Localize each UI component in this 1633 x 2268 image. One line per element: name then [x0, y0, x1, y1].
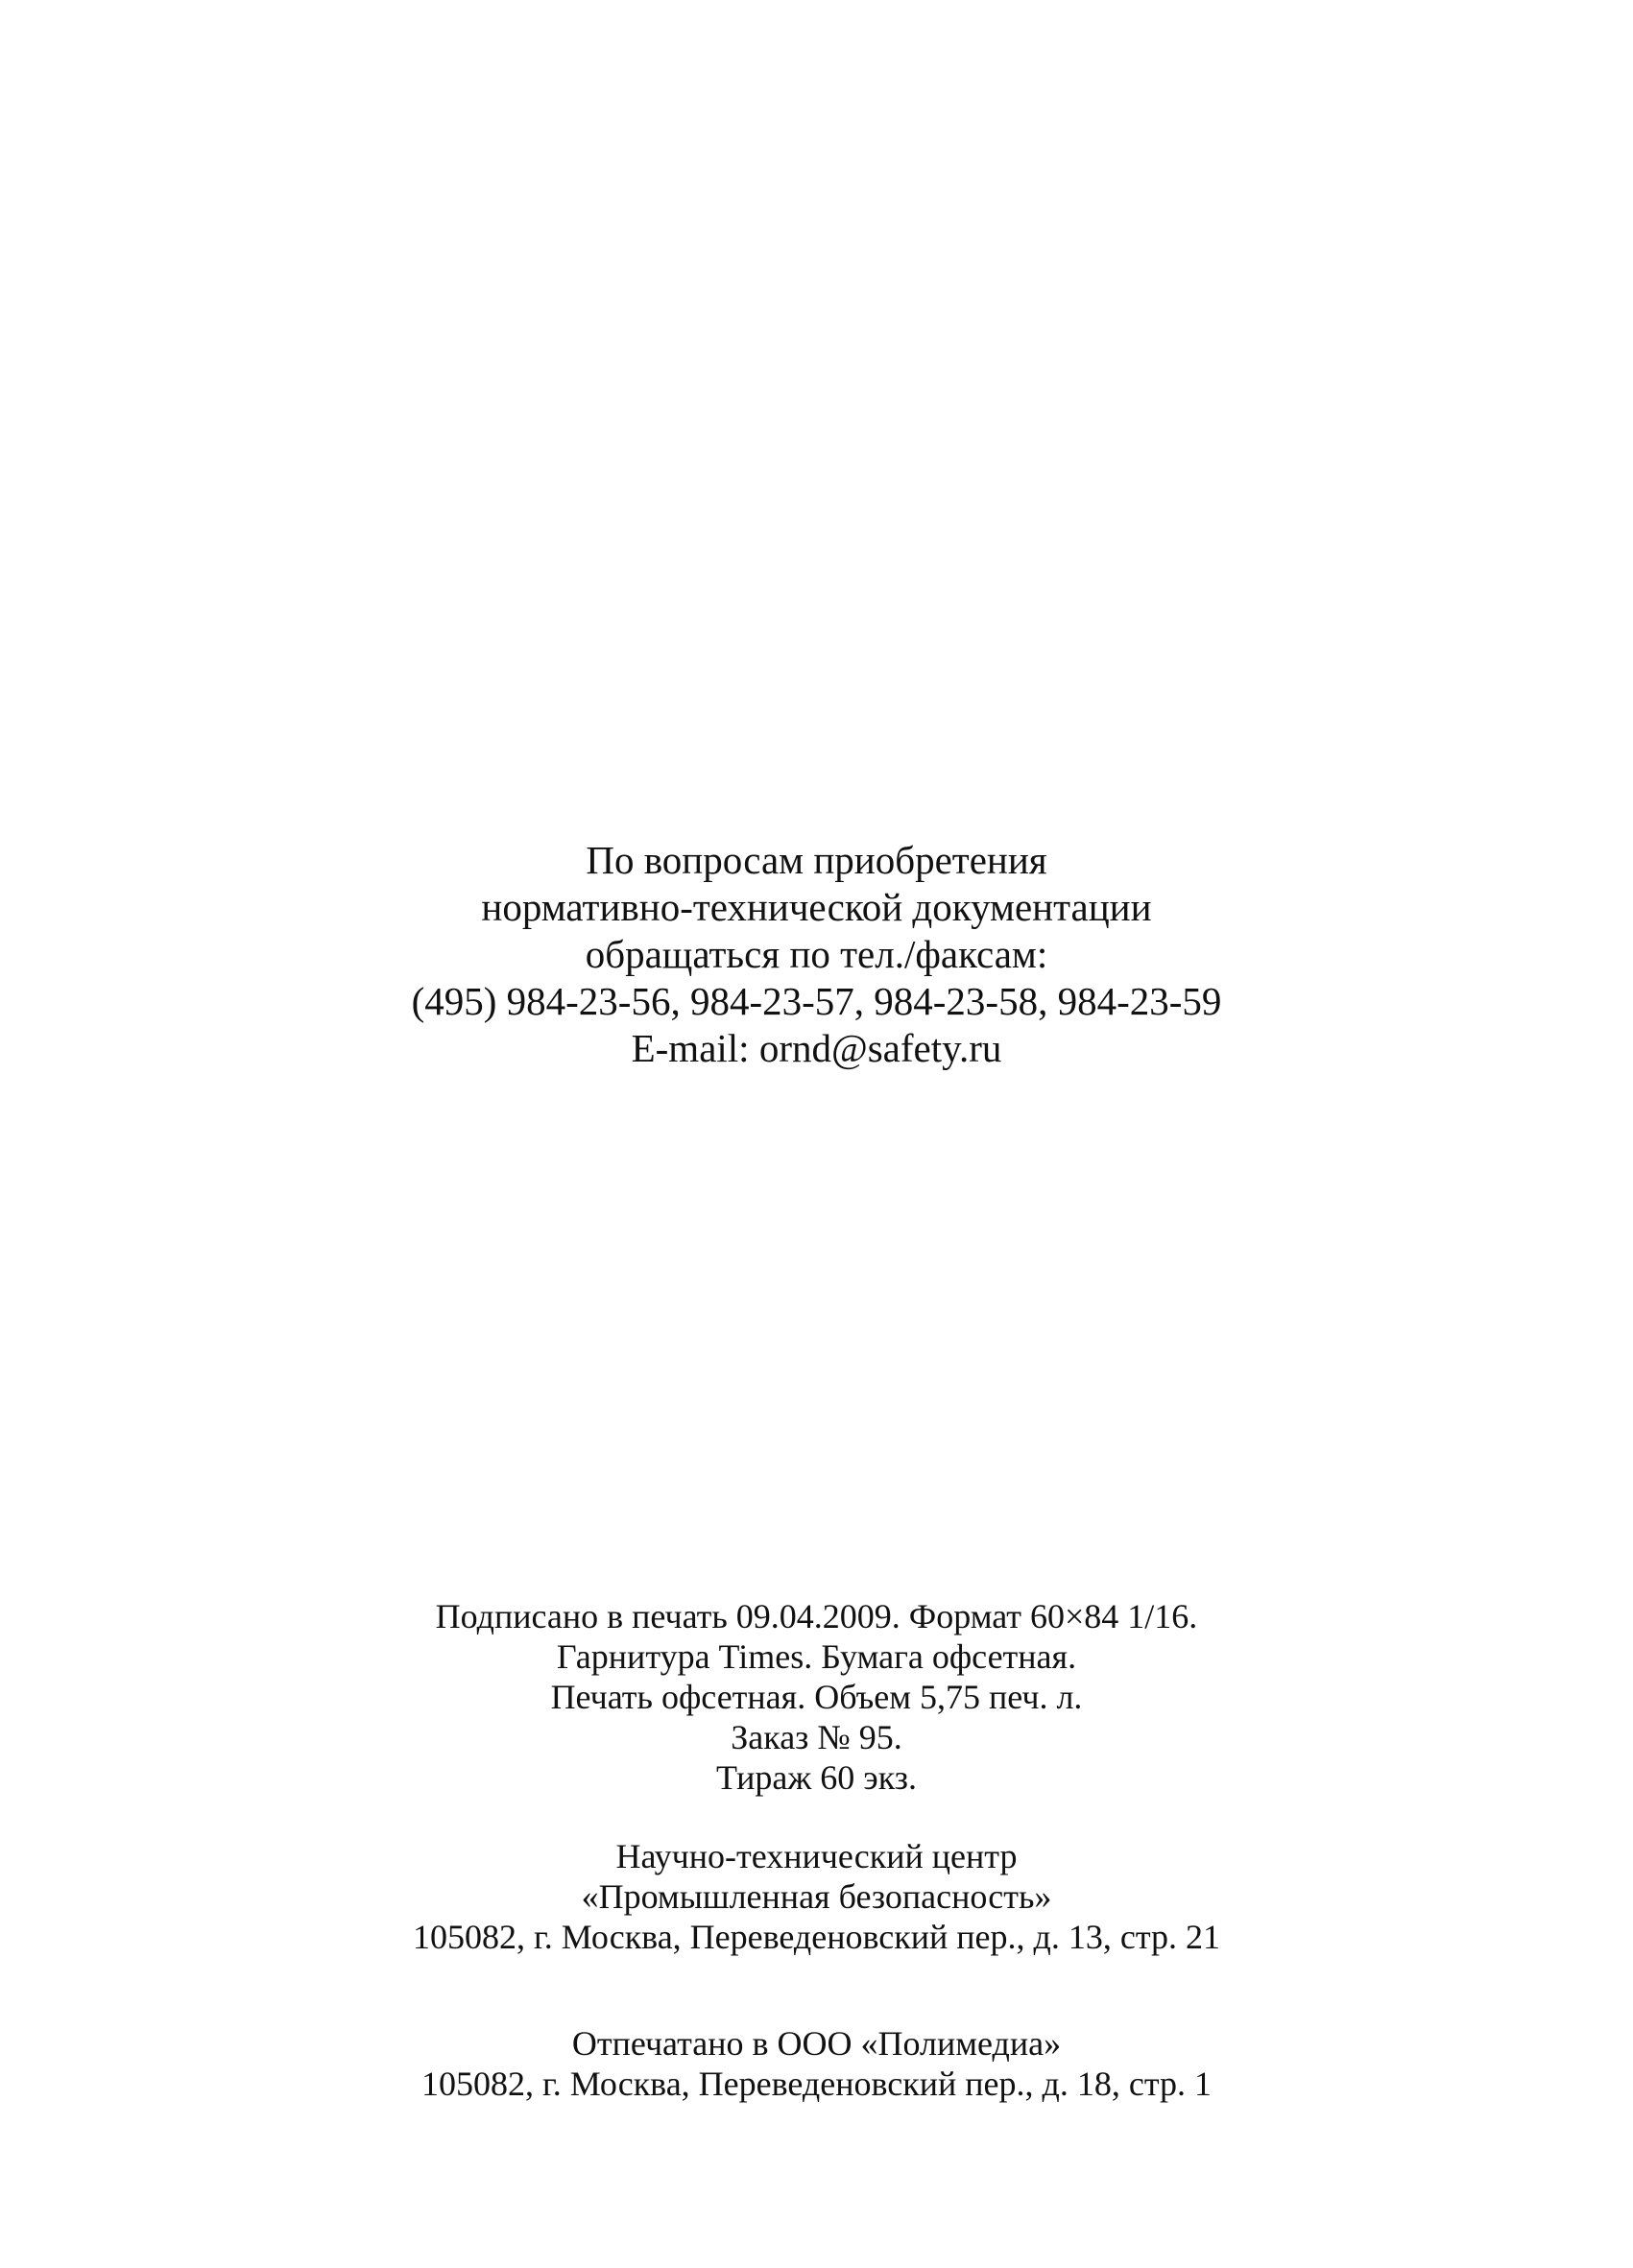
publisher-address: 105082, г. Москва, Переведеновский пер., д. 13, стр. 21: [413, 1918, 1220, 1956]
contact-phones: (495) 984-23-56, 984-23-57, 984-23-58, 984-23-59: [411, 979, 1222, 1023]
imprint-signed: Подписано в печать 09.04.2009. Формат 60×84 1/16.: [435, 1597, 1198, 1635]
printer-block: [0, 2023, 1633, 2104]
imprint-order: Заказ № 95.: [731, 1718, 902, 1756]
imprint-printing: Печать офсетная. Объем 5,75 печ. л.: [550, 1678, 1083, 1716]
contact-line-documentation: нормативно-технической документации: [481, 885, 1152, 929]
contact-line-purchase: По вопросам приобретения: [586, 838, 1047, 882]
imprint-circulation: Тираж 60 экз.: [716, 1758, 917, 1797]
contact-line-contact: обращаться по тел./факсам:: [585, 932, 1048, 976]
imprint-block: [0, 1596, 1633, 1798]
publisher-org: «Промышленная безопасность»: [581, 1877, 1052, 1916]
imprint-typeface: Гарнитура Times. Бумага офсетная.: [556, 1637, 1077, 1676]
printer-address: 105082, г. Москва, Переведеновский пер., д. 18, стр. 1: [421, 2065, 1212, 2103]
publisher-name: Научно-технический центр: [615, 1837, 1018, 1875]
publisher-block: [0, 1836, 1633, 1957]
printer-name: Отпечатано в ООО «Полимедиа»: [571, 2024, 1062, 2063]
contact-info-block: [0, 837, 1633, 1072]
contact-email: E-mail: ornd@safety.ru: [631, 1026, 1002, 1070]
